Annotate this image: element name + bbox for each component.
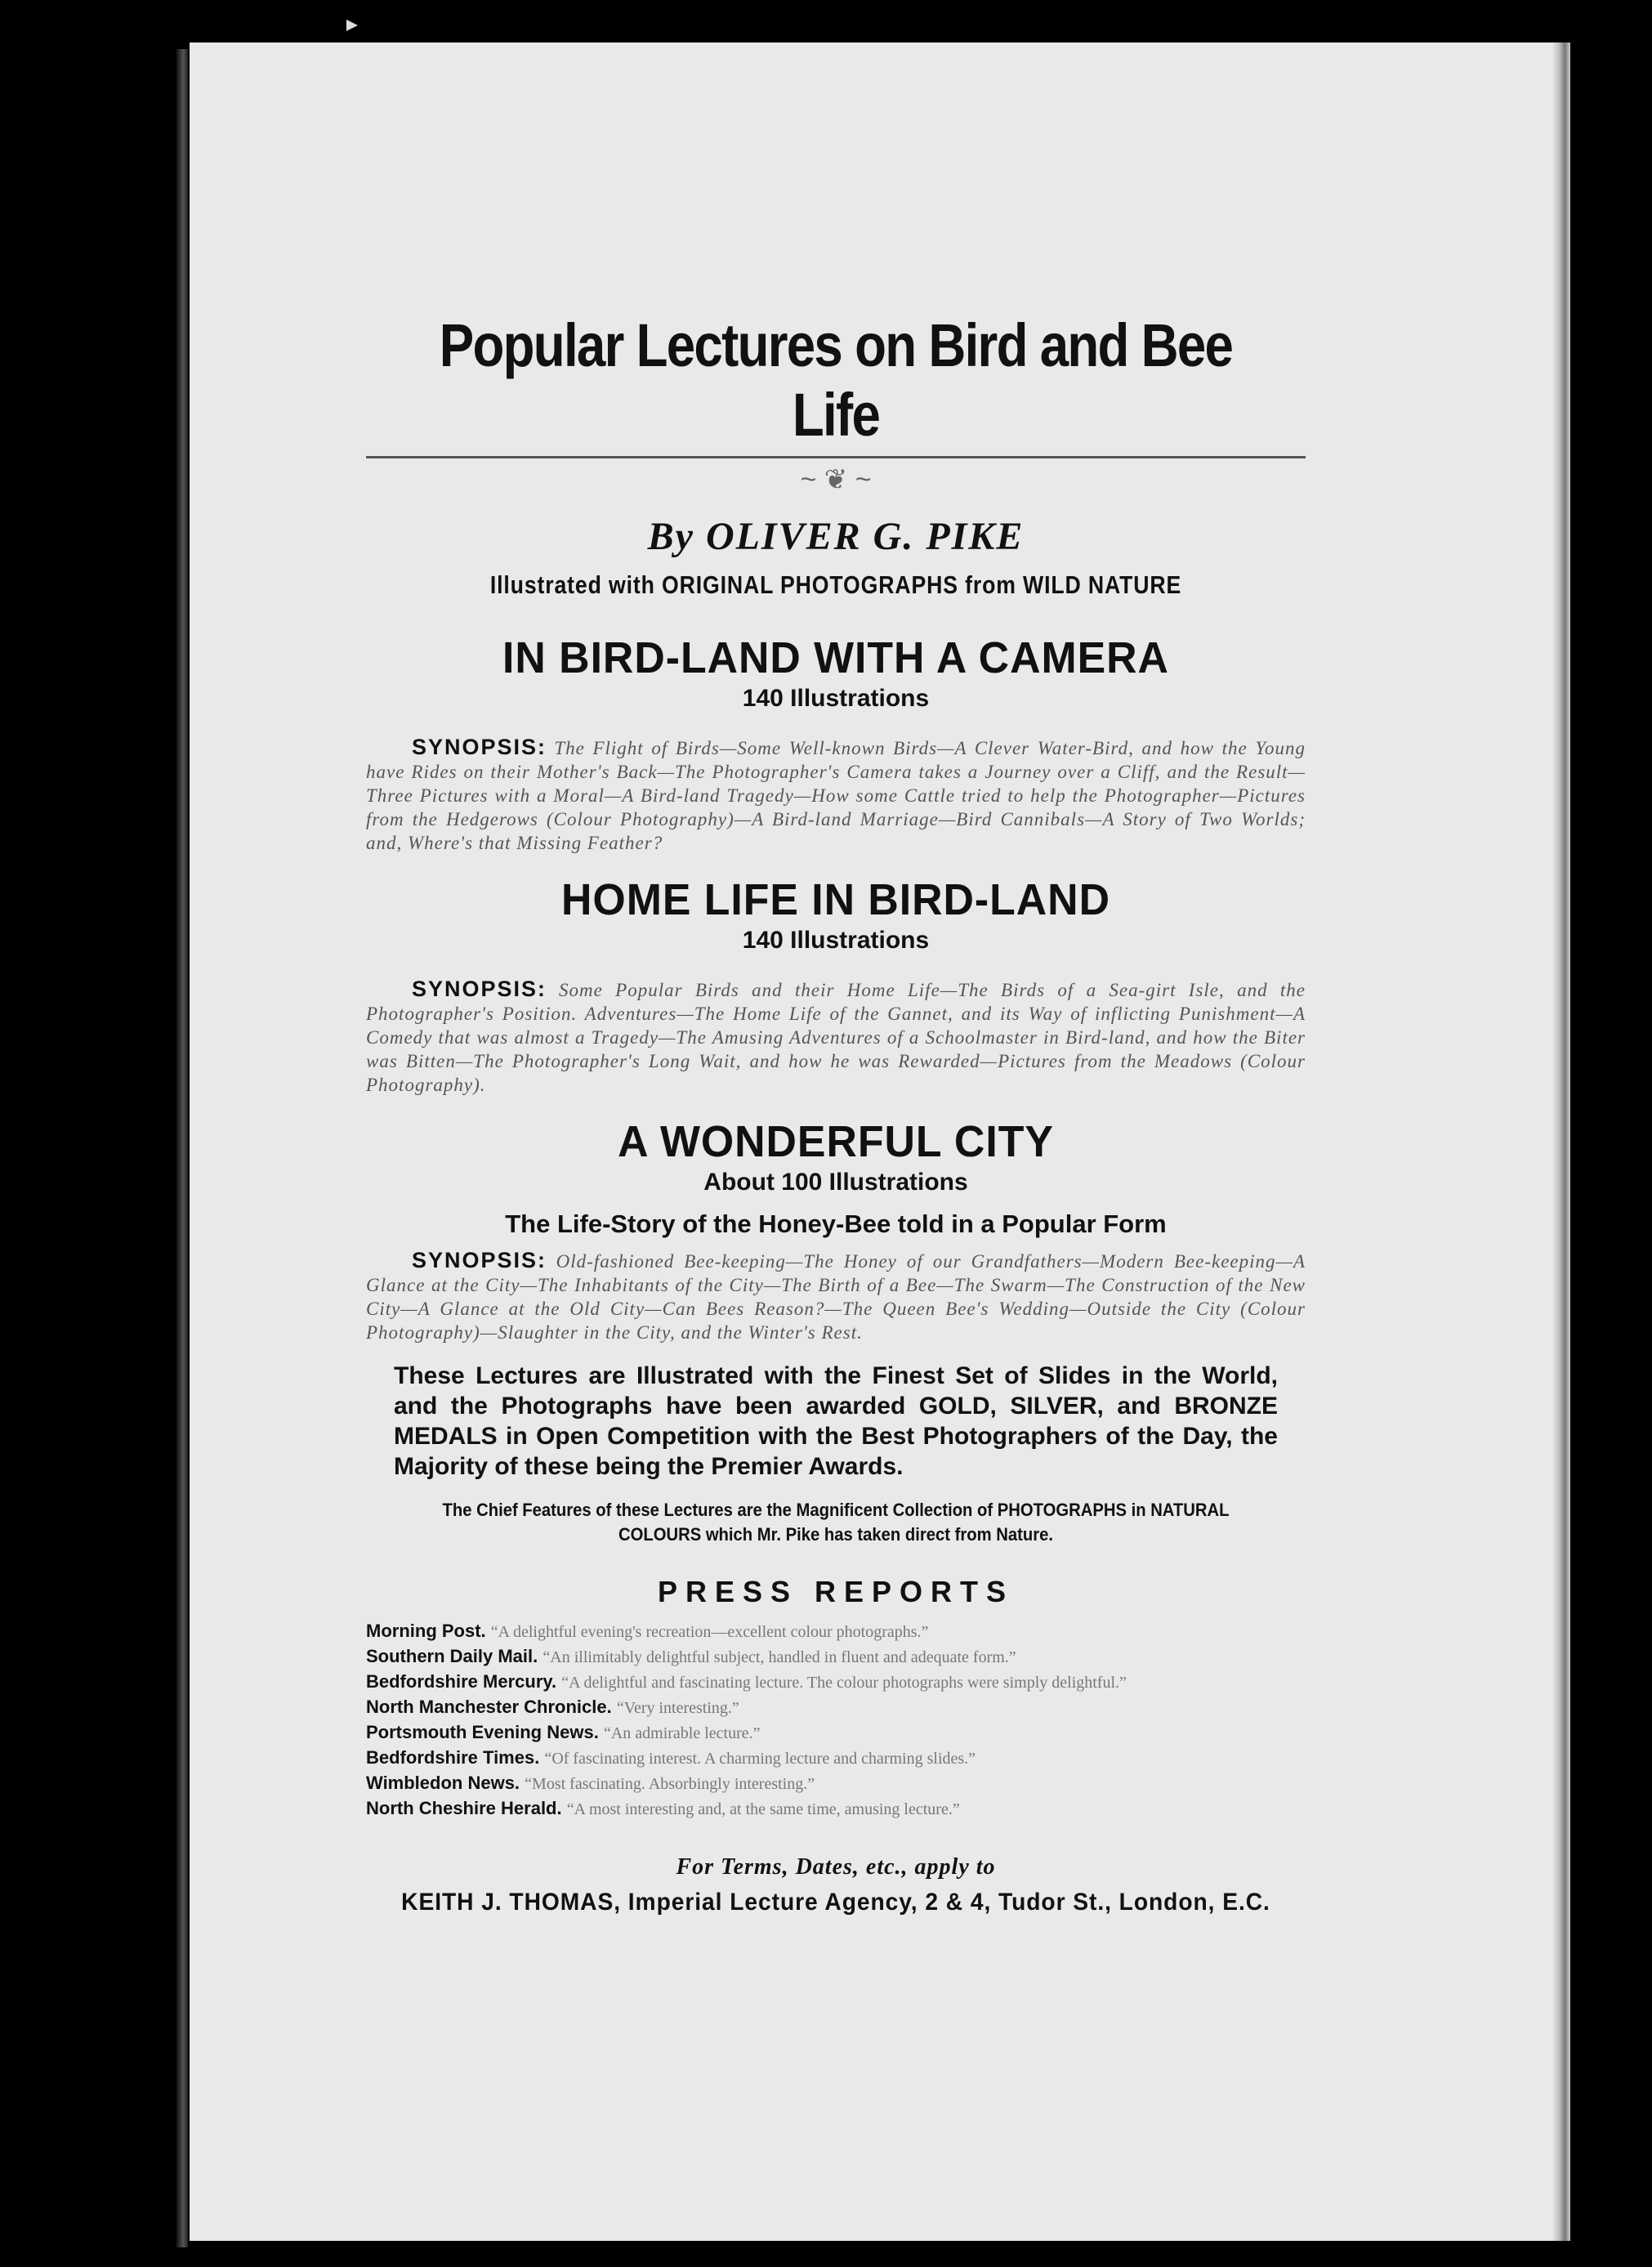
synopsis-text: The Flight of Birds—Some Well-known Birds—A Clever Water-Bird, and how the Young have Rides on their Mother's Back—The Photographer's Camera takes a Journey over a Cliff, and the Result—Three Pictures with a Moral—A Bird-land Tragedy—How some Cattle tried to help the Photographer—Pictures from the Hedgerows (Colour Photography)—A Bird-land Marriage—Bird Cannibals—A Story of Two Worlds; and, Where's that Missing Feather? [366,738,1306,854]
page-edge [1552,42,1570,2241]
press-item [366,1619,1306,1644]
section-illustration-count: 140 Illustrations [742,927,930,955]
section-heading: IN BIRD-LAND WITH A CAMERA [502,633,1169,683]
section-heading: HOME LIFE IN BIRD-LAND [561,875,1110,925]
press-reports-list [366,1619,1306,1822]
author-line: By OLIVER G. PIKE [647,515,1025,559]
press-source: North Manchester Chronicle. [366,1697,612,1718]
synopsis-label: SYNOPSIS: [412,735,547,760]
page-title: Popular Lectures on Bird and Bee Life [439,311,1233,449]
synopsis-text: Old-fashioned Bee-keeping—The Honey of our Grandfathers—Modern Bee-keeping—A Glance at the City—The Inhabitants of the City—The Birth of a Bee—The Swarm—The Construction of the New City—A Glance at the Old City—Can Bees Reason?—The Queen Bee's Wedding—Outside the City (Colour Photography)—Slaughter in the City, and the Winter's Rest. [366,1251,1306,1344]
press-source: Portsmouth Evening News. [366,1722,599,1743]
press-quote: “A delightful and fascinating lecture. The colour photographs were simply delightful.” [561,1674,1127,1692]
terms-line: For Terms, Dates, etc., apply to [676,1854,996,1880]
synopsis-block [366,736,1306,855]
binding-edge [176,49,188,2247]
synopsis-label: SYNOPSIS: [412,977,547,1002]
advertisement-content [366,311,1306,1916]
press-source: Bedfordshire Mercury. [366,1671,557,1692]
press-item [366,1746,1306,1771]
awards-note: These Lectures are Illustrated with the Finest Set of Slides in the World, and the Photographs have been awarded GOLD, SILVER, and BRONZE MEDALS in Open Competition with the Best Photographers of the Day, the Majority of these being the Premier Awards. [394,1362,1278,1481]
section-illustration-count: About 100 Illustrations [703,1169,968,1196]
press-item [366,1644,1306,1670]
press-source: Morning Post. [366,1621,486,1642]
press-quote: “An admirable lecture.” [603,1724,761,1743]
press-quote: “A delightful evening's recreation—excellent colour photographs.” [490,1623,929,1642]
press-source: North Cheshire Herald. [366,1798,562,1819]
press-source: Wimbledon News. [366,1773,520,1794]
page-corner-mark [346,20,358,31]
subtitle: Illustrated with ORIGINAL PHOTOGRAPHS from WILD NATURE [489,570,1182,600]
press-quote: “Of fascinating interest. A charming lecture and charming slides.” [544,1750,976,1768]
section-illustration-count: 140 Illustrations [742,685,930,713]
press-item [366,1720,1306,1746]
press-quote: “Very interesting.” [616,1699,739,1718]
press-quote: “Most fascinating. Absorbingly interesting.” [525,1775,815,1794]
press-source: Southern Daily Mail. [366,1646,538,1667]
press-item [366,1796,1306,1822]
synopsis-label: SYNOPSIS: [412,1248,547,1273]
press-item [366,1771,1306,1796]
press-source: Bedfordshire Times. [366,1747,540,1768]
ornament-icon: ~ ❦ ~ [800,464,872,496]
agency-address: KEITH J. THOMAS, Imperial Lecture Agency, 2 & 4, Tudor St., London, E.C. [401,1889,1270,1916]
section-story-line: The Life-Story of the Honey-Bee told in a Popular Form [505,1210,1167,1239]
synopsis-block [366,977,1306,1097]
title-rule [366,456,1306,458]
synopsis-text: Some Popular Birds and their Home Life—The Birds of a Sea-girt Isle, and the Photographer's Position. Adventures—The Home Life of the Gannet, and its Way of inflicting Punishment—A Comedy that was almost a Tragedy—The Amusing Adventures of a Schoolmaster in Bird-land, and how the Biter was Bitten—The Photographer's Long Wait, and how he was Rewarded—Pictures from the Meadows (Colour Photography). [366,980,1306,1096]
press-item [366,1695,1306,1720]
press-quote: “A most interesting and, at the same time, amusing lecture.” [566,1800,960,1819]
press-item [366,1670,1306,1695]
synopsis-block [366,1249,1306,1344]
chief-features-note: The Chief Features of these Lectures are the Magnificent Collection of PHOTOGRAPHS in NATURAL COLOURS which Mr. Pike has taken direct from Nature. [442,1500,1230,1545]
section-heading: A WONDERFUL CITY [618,1117,1054,1167]
press-reports-heading: PRESS REPORTS [657,1575,1015,1609]
press-quote: “An illimitably delightful subject, handled in fluent and adequate form.” [542,1648,1016,1667]
